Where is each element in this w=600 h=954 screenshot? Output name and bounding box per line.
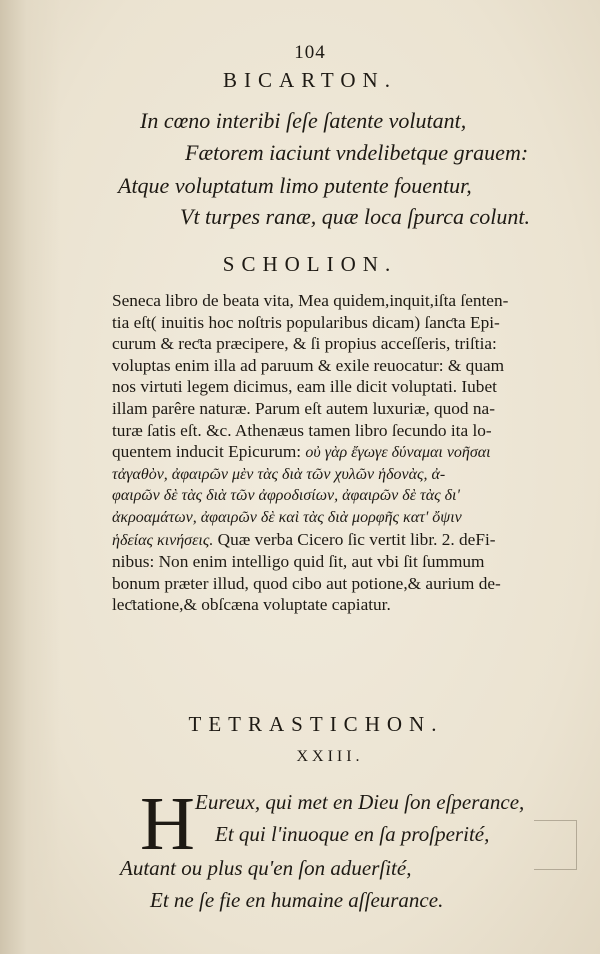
- latin-verse-line-4: Vt turpes ranæ, quæ loca ſpurca colunt.: [180, 204, 530, 229]
- epigram-numeral: XXIII.: [296, 748, 364, 765]
- scholion-heading: SCHOLION.: [222, 252, 398, 276]
- scholion-tail-line: bonum præter illud, quod cibo aut potione,& aurium de-: [112, 573, 501, 593]
- scholion-line: nos virtuti legem dicimus, eam ille dicit voluptati. Iubet: [112, 377, 497, 397]
- tetrastichon-heading: TETRASTICHON.: [188, 712, 444, 736]
- bleed-through-ornament: [534, 820, 577, 870]
- scholion-line: turæ ſatis eſt. &c. Athenæus tamen libro ſecundo ita lo-: [112, 420, 492, 440]
- greek-quote-line: φαιρῶν δὲ τὰς διὰ τῶν ἀφροδισίων, ἀφαιρῶν δὲ τὰς δι': [112, 487, 460, 505]
- french-verse-line-2: Et qui l'inuoque en ſa proſperité,: [215, 822, 490, 846]
- scholion-line: quentem inducit Epicurum:: [112, 442, 302, 462]
- greek-quote-line: ἀκροαμάτων, ἀφαιρῶν δὲ καὶ τὰς διὰ μορφῆς κατ' ὄψιν: [112, 508, 462, 526]
- scholion-line: illam parêre naturæ. Parum eſt autem luxuriæ, quod na-: [112, 398, 495, 418]
- french-verse-line-4: Et ne ſe fie en humaine aſſeurance.: [150, 888, 444, 912]
- latin-verse-line-1: In cœno interibi ſeſe ſatente volutant,: [140, 108, 467, 133]
- scholion-line: curum & reƈta præcipere, & ſi propius acceſſeris, triſtia:: [112, 334, 497, 354]
- scholion-tail-line: Quæ verba Cicero ſic vertit libr. 2. deFi-: [217, 529, 496, 549]
- greek-and-latin-line: [112, 529, 596, 552]
- french-verse-line-3: Autant ou plus qu'en ſon aduerſité,: [120, 856, 412, 880]
- scholion-body: [112, 290, 596, 616]
- latin-verse-line-2: Fætorem iaciunt vndelibetque grauem:: [185, 140, 529, 165]
- page-number: 104: [294, 42, 326, 63]
- scholion-line: Seneca libro de beata vita, Mea quidem,inquit,iſta ſenten-: [112, 291, 509, 310]
- title: BICARTON.: [223, 68, 397, 92]
- latin-verse-line-3: Atque voluptatum limo putente fouentur,: [118, 173, 472, 198]
- scholion-line-with-greek: [112, 441, 596, 464]
- page-gutter-shadow: [0, 0, 60, 954]
- greek-quote-line: οὐ γὰρ ἔγωγε δύναμαι νοῆσαι: [305, 444, 491, 462]
- scholion-line: voluptas enim illa ad paruum & exile reuocatur: & quam: [112, 355, 505, 375]
- scholion-tail-line: leƈtatione,& obſcæna voluptate capiatur.: [112, 595, 391, 615]
- drop-cap: H: [140, 782, 195, 866]
- greek-quote-line: τἀγαθὸν, ἀφαιρῶν μὲν τὰς διὰ τῶν χυλῶν ἡδονὰς, ἀ-: [112, 465, 446, 483]
- scholion-tail-line: nibus: Non enim intelligo quid ſit, aut vbi ſit ſummum: [112, 552, 485, 572]
- french-verse-line-1: Eureux, qui met en Dieu ſon eſperance,: [195, 790, 525, 814]
- greek-quote-line: ἡδείας κινήσεις.: [112, 531, 214, 549]
- scholion-line: tia eſt( inuitis hoc noſtris popularibus dicam) ſanƈta Epi-: [112, 312, 500, 332]
